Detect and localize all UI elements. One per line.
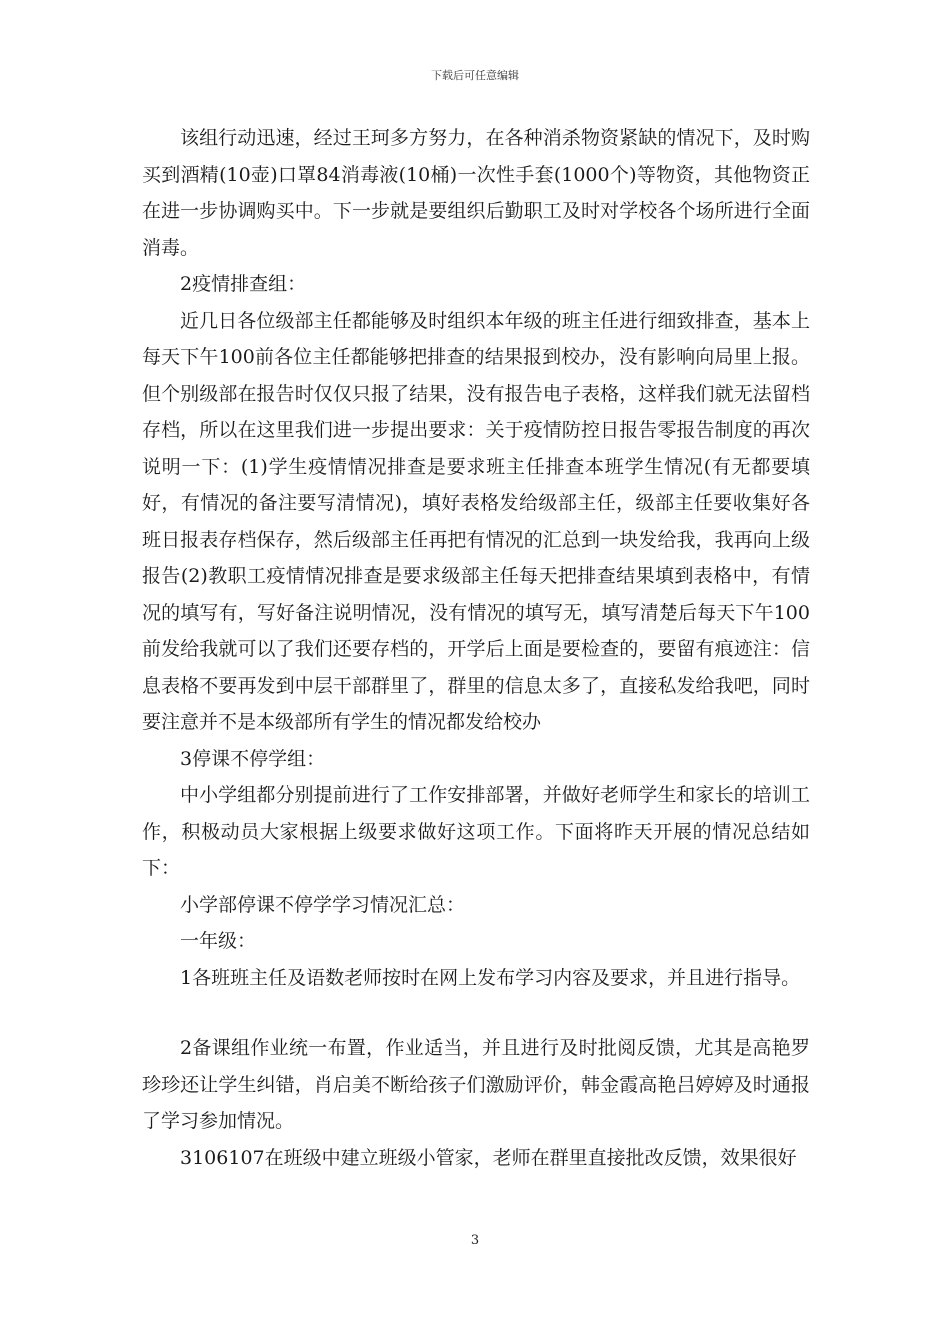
page-header: 下载后可任意编辑 (431, 69, 519, 82)
document-body (142, 120, 810, 1176)
blank-line (142, 996, 810, 1030)
list-item-1: 1各班班主任及语数老师按时在网上发布学习内容及要求，并且进行指导。 (180, 966, 801, 989)
subheading-primary-summary: 小学部停课不停学学习情况汇总： (180, 893, 466, 916)
heading-online-learning: 3停课不停学组： (180, 747, 326, 770)
heading-epidemic-screening: 2疫情排查组： (180, 273, 307, 295)
list-item-2: 2备课组作业统一布置，作业适当，并且进行及时批阅反馈，尤其是高艳罗珍珍还让学生纠错，肖启美不断给孩子们激励评价，韩金霞高艳吕婷婷及时通报了学习参加情况。 (142, 1037, 810, 1132)
paragraph-online-learning: 中小学组都分别提前进行了工作安排部署，并做好老师学生和家长的培训工作，积极动员大家根据上级要求做好这项工作。下面将昨天开展的情况总结如下： (142, 784, 810, 879)
paragraph-supplies: 该组行动迅速，经过王珂多方努力，在各种消杀物资紧缺的情况下，及时购买到酒精(10壶)口罩84消毒液(10桶)一次性手套(1000个)等物资，其他物资正在进一步协调购买中。下一步就是要组织后勤职工及时对学校各个场所进行全面消毒。 (142, 127, 810, 259)
list-item-3: 3106107在班级中建立班级小管家，老师在群里直接批改反馈，效果很好 (180, 1146, 797, 1169)
paragraph-screening: 近几日各位级部主任都能够及时组织本年级的班主任进行细致排查，基本上每天下午100前各位主任都能够把排查的结果报到校办，没有影响向局里上报。但个别级部在报告时仅仅只报了结果，没有报告电子表格，这样我们就无法留档存档，所以在这里我们进一步提出要求：关于疫情防控日报告零报告制度的再次说明一下：(1)学生疫情情况排查是要求班主任排查本班学生情况(有无都要填好，有情况的备注要写清情况)，填好表格发给级部主任，级部主任要收集好各班日报表存档保存，然后级部主任再把有情况的汇总到一块发给我，我再向上级报告(2)教职工疫情情况排查是要求级部主任每天把排查结果填到表格中，有情况的填写有，写好备注说明情况，没有情况的填写无，填写清楚后每天下午100前发给我就可以了我们还要存档的，开学后上面是要检查的，要留有痕迹注：信息表格不要再发到中层干部群里了，群里的信息太多了，直接私发给我吧，同时要注意并不是本级部所有学生的情况都发给校办 (142, 309, 810, 733)
subheading-grade-one: 一年级： (180, 930, 257, 952)
page-number: 3 (470, 1233, 480, 1248)
